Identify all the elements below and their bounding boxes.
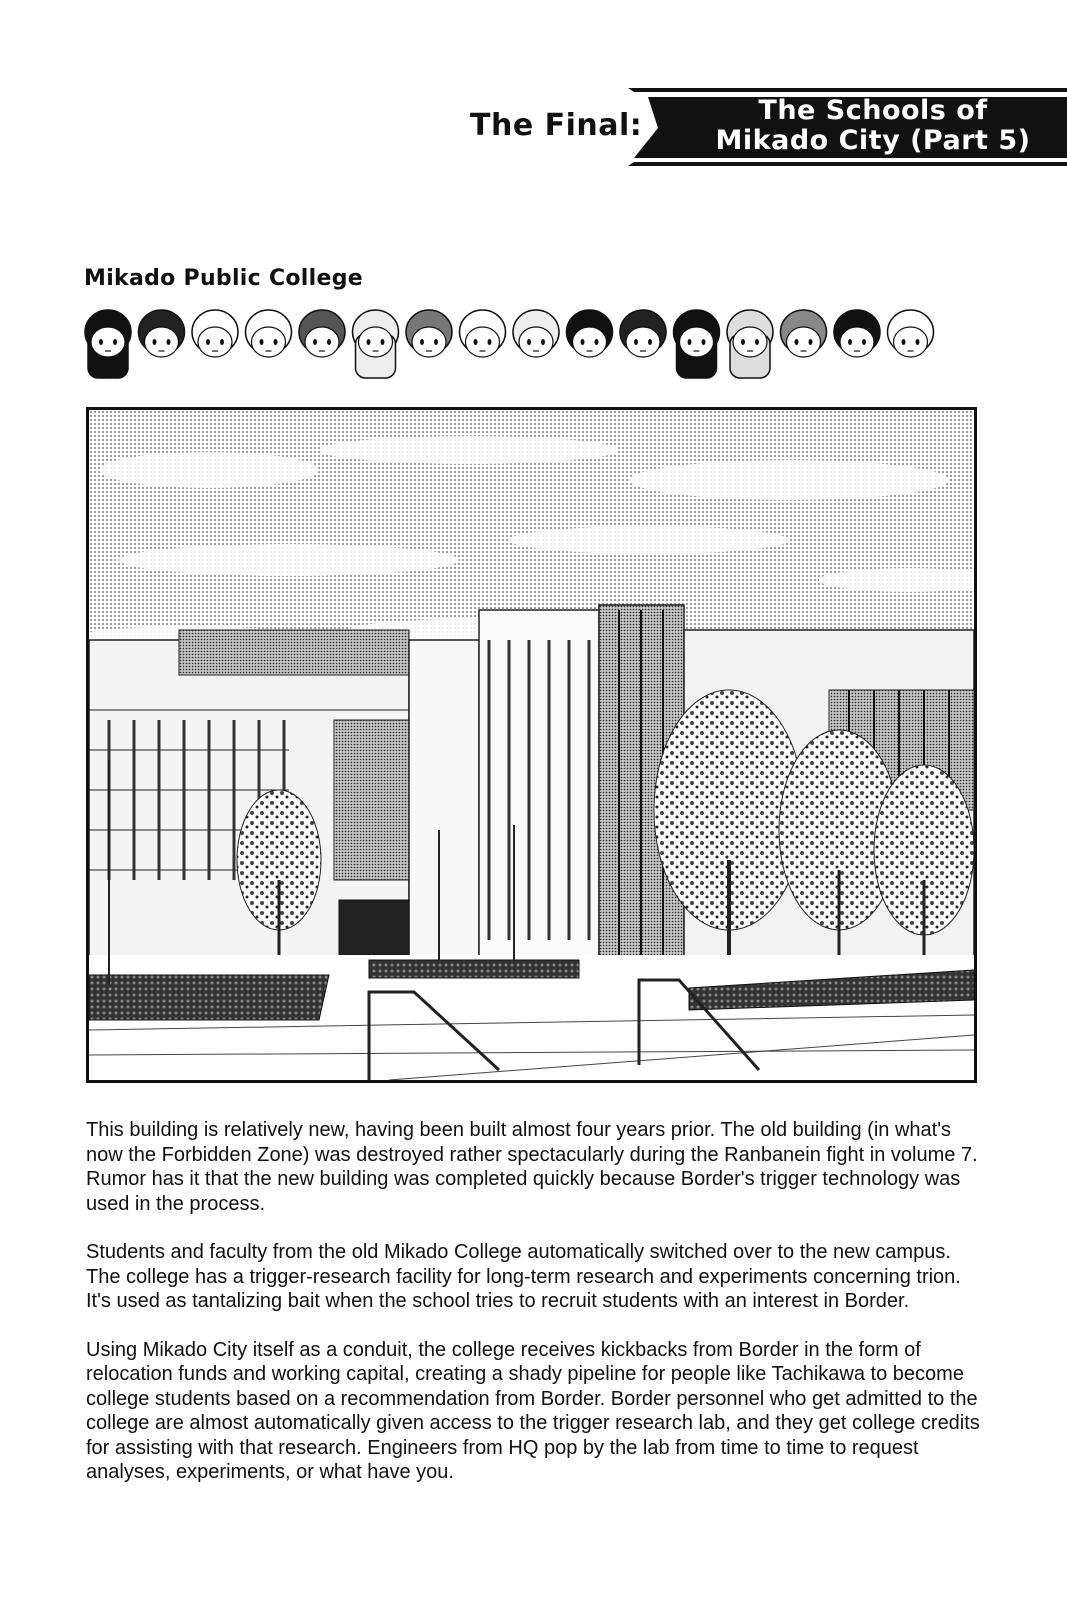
character-face-16 (888, 310, 934, 357)
character-face-12 (674, 310, 720, 378)
character-face-14 (781, 310, 827, 357)
chapter-title-line2: Mikado City (Part 5) (715, 125, 1031, 156)
character-face-13 (727, 310, 773, 378)
character-face-6 (353, 310, 399, 378)
character-face-15 (834, 310, 880, 357)
character-face-1 (85, 310, 131, 378)
character-face-7 (406, 310, 452, 357)
chapter-title-banner (628, 88, 1067, 168)
character-face-8 (460, 310, 506, 357)
paragraph-3: Using Mikado City itself as a conduit, the college receives kickbacks from Border in the form of relocation funds and working capital, creating a shady pipeline for people like Tachikawa to become college students based on a recommendation from Border. Border personnel who get admitted to the college are almost automatically given access to the trigger research lab, and they get college credits for assisting with that research. Engineers from HQ pop by the lab from time to time to request analyses, experiments, or what have you. (86, 1338, 980, 1483)
character-faces (84, 302, 974, 392)
chapter-title-line1: The Schools of (758, 95, 988, 126)
character-face-10 (567, 310, 613, 357)
chapter-title (688, 96, 1058, 156)
character-face-9 (513, 310, 559, 357)
building-illustration (86, 407, 977, 1083)
character-face-5 (299, 310, 345, 357)
page-header (0, 0, 1067, 200)
character-face-11 (620, 310, 666, 357)
paragraph-1: This building is relatively new, having been built almost four years prior. The old building (in what's now the Forbidden Zone) was destroyed rather spectacularly during the Ranbanein fight in volume 7. Rumor has it that the new building was completed quickly because Border's trigger technology was used in the process. (86, 1119, 978, 1215)
character-face-4 (246, 310, 292, 357)
college-building-drawing (89, 410, 974, 1080)
character-face-row (84, 302, 974, 392)
character-face-2 (139, 310, 185, 357)
body-text (86, 1118, 986, 1509)
character-face-3 (192, 310, 238, 357)
section-heading: Mikado Public College (84, 266, 363, 291)
paragraph-2: Students and faculty from the old Mikado College automatically switched over to the new campus. The college has a trigger-research facility for long-term research and experiments concerning trion. It's used as tantalizing bait when the school tries to recruit students with an interest in Border. (86, 1241, 961, 1312)
chapter-label: The Final: (470, 108, 643, 143)
